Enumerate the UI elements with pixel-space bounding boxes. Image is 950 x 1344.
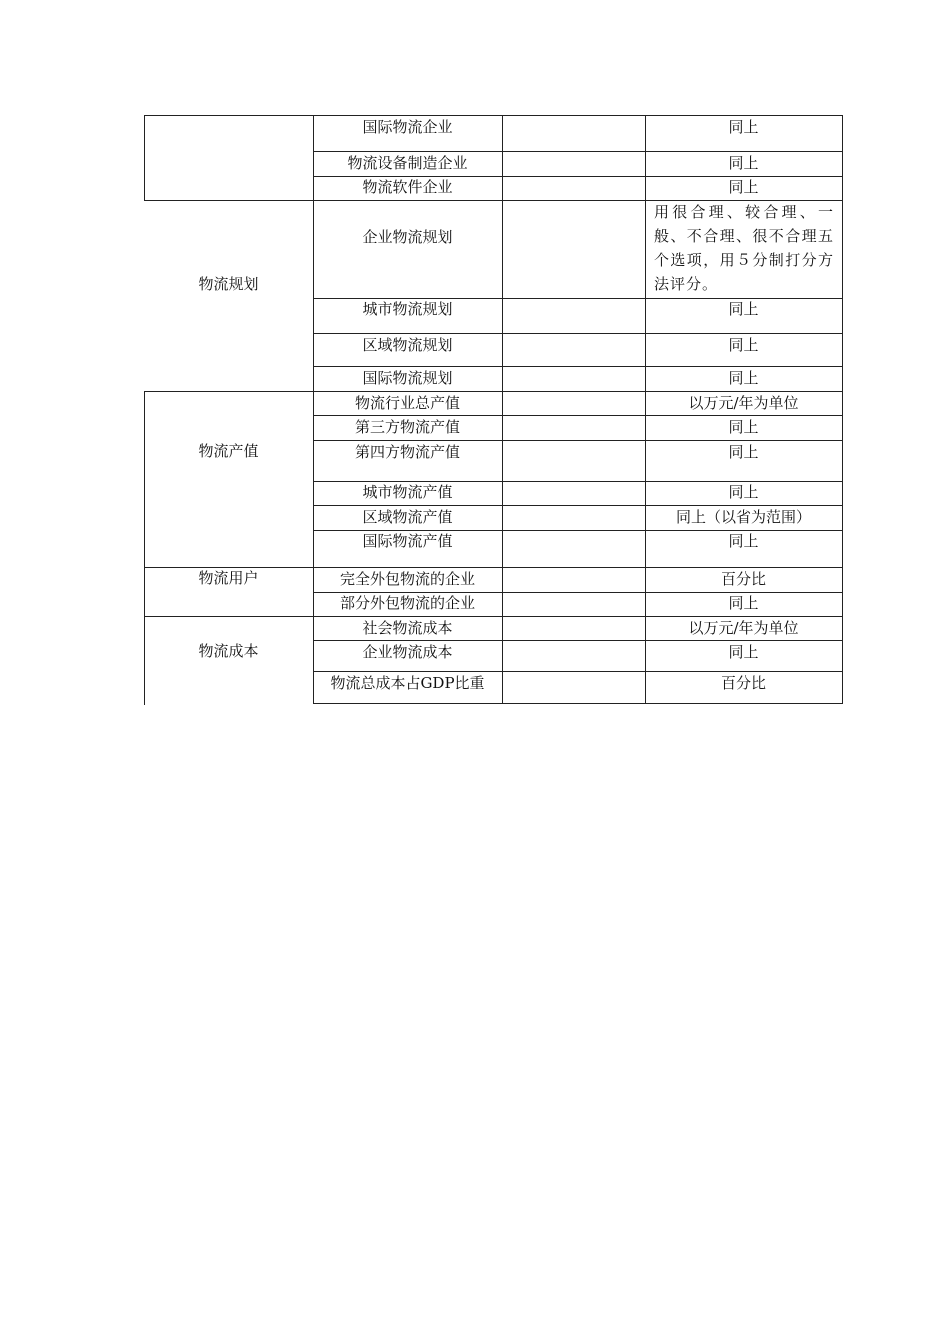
item-cell: 物流软件企业 (362, 178, 453, 196)
note-cell: 同上 (728, 154, 759, 172)
item-cell: 企业物流成本 (362, 643, 453, 661)
note-cell: 同上 (728, 178, 759, 196)
item-cell: 城市物流规划 (362, 300, 453, 318)
note-cell: 同上 (728, 483, 759, 501)
item-cell: 社会物流成本 (362, 619, 453, 637)
note-cell: 以万元/年为单位 (688, 394, 799, 412)
note-cell: 百分比 (720, 674, 766, 692)
note-cell: 同上 (728, 594, 759, 612)
note-cell: 同上 (728, 369, 759, 387)
note-cell: 同上 (728, 443, 759, 461)
item-cell: 第三方物流产值 (354, 418, 460, 436)
item-cell: 城市物流产值 (362, 483, 453, 501)
logistics-indicator-table (144, 115, 843, 705)
item-cell: 国际物流规划 (362, 369, 453, 387)
table-rule (502, 115, 503, 704)
item-cell: 部分外包物流的企业 (339, 594, 475, 612)
category-cell: 物流规划 (198, 275, 259, 293)
note-cell: 同上 (728, 418, 759, 436)
note-cell: 同上 (728, 118, 759, 136)
table-rule (144, 115, 145, 200)
table-rule (313, 703, 843, 704)
item-cell: 区域物流产值 (362, 508, 453, 526)
note-cell: 同上 (728, 643, 759, 661)
table-rule (842, 115, 843, 704)
item-cell: 区域物流规划 (362, 336, 453, 354)
note-cell: 同上 (728, 532, 759, 550)
item-cell: 物流总成本占GDP比重 (330, 674, 485, 692)
note-cell: 以万元/年为单位 (688, 619, 799, 637)
note-cell: 同上（以省为范围） (675, 508, 811, 526)
category-cell: 物流产值 (198, 442, 259, 460)
category-cell: 物流用户 (198, 569, 259, 587)
item-cell: 物流行业总产值 (354, 394, 460, 412)
category-cell: 物流成本 (198, 642, 259, 660)
item-cell: 物流设备制造企业 (347, 154, 468, 172)
note-cell: 同上 (728, 336, 759, 354)
note-cell: 百分比 (720, 570, 766, 588)
item-cell: 完全外包物流的企业 (339, 570, 475, 588)
item-cell: 企业物流规划 (362, 228, 453, 246)
note-cell-multiline: 用很合理、较合理、一般、不合理、很不合理五个选项，用５分制打分方法评分。 (654, 203, 834, 293)
note-cell: 同上 (728, 300, 759, 318)
item-cell: 第四方物流产值 (354, 443, 460, 461)
item-cell: 国际物流企业 (362, 118, 453, 136)
item-cell: 国际物流产值 (362, 532, 453, 550)
